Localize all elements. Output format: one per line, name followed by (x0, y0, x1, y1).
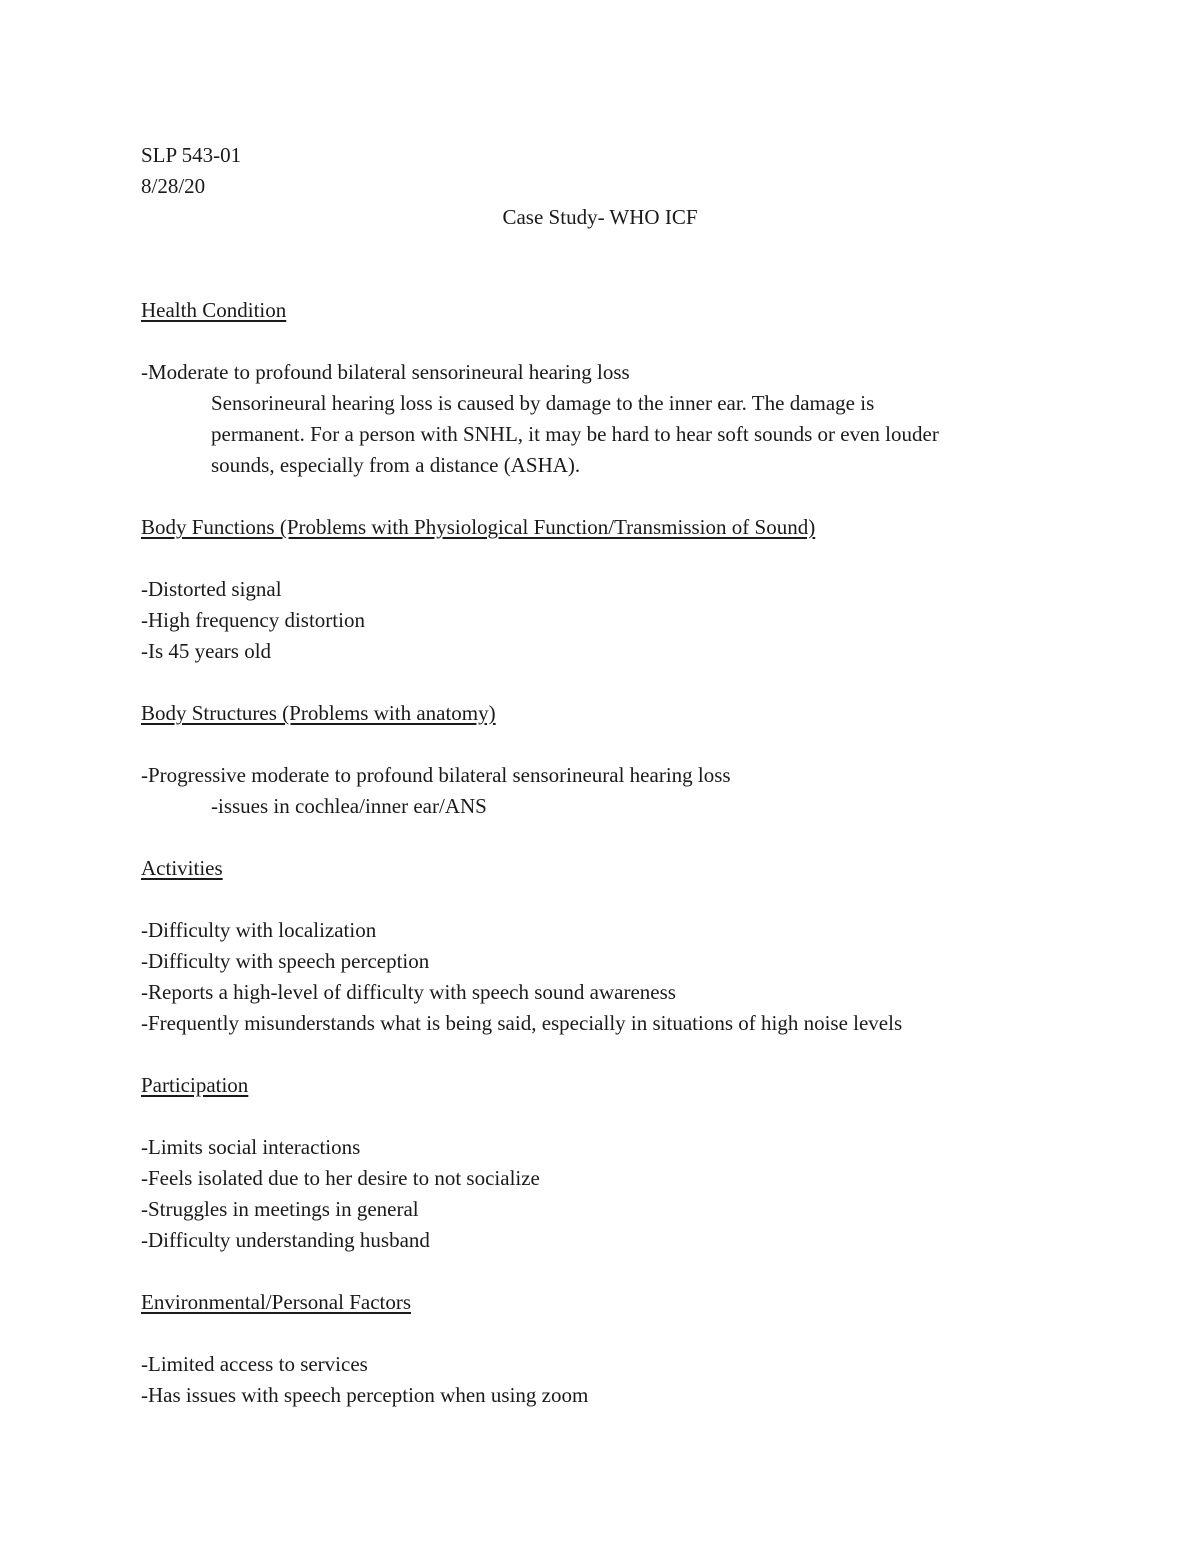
list-item: -High frequency distortion (141, 608, 365, 632)
section-heading: Participation (141, 1073, 249, 1097)
list-item: -Difficulty with localization (141, 918, 377, 942)
document-title: Case Study- WHO ICF (502, 205, 698, 229)
section-heading: Body Functions (Problems with Physiological Function/Transmission of Sound) (141, 515, 816, 539)
paragraph-line: sounds, especially from a distance (ASHA). (211, 453, 581, 477)
spacer (141, 326, 1041, 357)
section-activities (141, 853, 1041, 1039)
list-item: -Difficulty understanding husband (141, 1228, 430, 1252)
spacer (141, 1039, 1041, 1070)
spacer (141, 1256, 1041, 1287)
section-body-functions (141, 512, 1041, 667)
spacer (141, 667, 1041, 698)
indented-item (141, 791, 1041, 822)
list-item: -Limited access to services (141, 1352, 368, 1376)
spacer (141, 884, 1041, 915)
list-item: -Frequently misunderstands what is being said, especially in situations of high noise levels (141, 1011, 903, 1035)
section-heading: Activities (141, 856, 223, 880)
spacer (141, 1318, 1041, 1349)
spacer (141, 233, 1041, 264)
section-participation (141, 1070, 1041, 1256)
spacer (141, 543, 1041, 574)
list-item: -Reports a high-level of difficulty with speech sound awareness (141, 980, 676, 1004)
list-item: -Feels isolated due to her desire to not socialize (141, 1166, 540, 1190)
list-item: -Struggles in meetings in general (141, 1197, 419, 1221)
list-item: -Progressive moderate to profound bilateral sensorineural hearing loss (141, 763, 731, 787)
spacer (141, 1101, 1041, 1132)
section-heading: Health Condition (141, 298, 287, 322)
list-item: -Distorted signal (141, 577, 282, 601)
paragraph-line: Sensorineural hearing loss is caused by damage to the inner ear. The damage is (211, 391, 875, 415)
section-body-structures (141, 698, 1041, 822)
list-item: -Has issues with speech perception when using zoom (141, 1383, 589, 1407)
section-heading: Body Structures (Problems with anatomy) (141, 701, 496, 725)
spacer (141, 481, 1041, 512)
section-heading: Environmental/Personal Factors (141, 1290, 412, 1314)
indented-paragraph (141, 388, 1041, 481)
list-item: -Moderate to profound bilateral sensorineural hearing loss (141, 360, 630, 384)
section-environmental-personal-factors (141, 1287, 1041, 1411)
paragraph-line: permanent. For a person with SNHL, it may be hard to hear soft sounds or even louder (211, 422, 939, 446)
spacer (141, 264, 1041, 295)
document-page (141, 140, 1041, 1411)
spacer (141, 822, 1041, 853)
section-health-condition (141, 295, 1041, 481)
document-date: 8/28/20 (141, 174, 206, 198)
list-item: -Limits social interactions (141, 1135, 361, 1159)
list-item: -Is 45 years old (141, 639, 272, 663)
course-code: SLP 543-01 (141, 143, 242, 167)
sub-list-item: -issues in cochlea/inner ear/ANS (211, 794, 487, 818)
list-item: -Difficulty with speech perception (141, 949, 430, 973)
spacer (141, 729, 1041, 760)
